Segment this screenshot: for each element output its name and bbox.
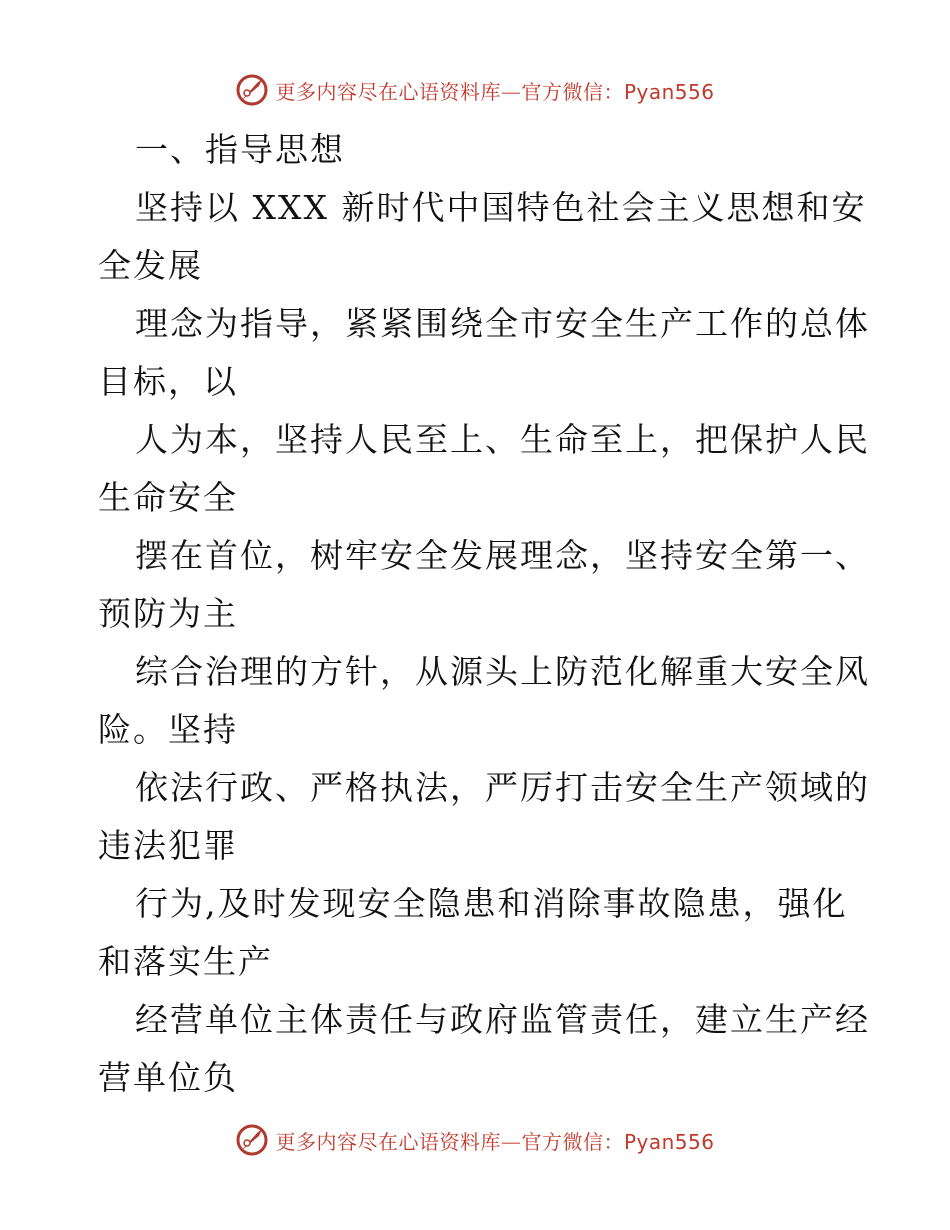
watermark-text: 更多内容尽在心语资料库—官方微信：Pyan556 bbox=[275, 1129, 715, 1154]
document-body bbox=[98, 121, 870, 1107]
document-line: 摆在首位，树牢安全发展理念，坚持安全第一、 bbox=[135, 536, 870, 575]
quill-seal-logo-icon bbox=[235, 73, 269, 107]
document-line: 预防为主 bbox=[98, 594, 238, 633]
document-line: 目标，以 bbox=[98, 362, 238, 401]
footer-watermark-banner bbox=[0, 1120, 950, 1160]
document-line: 全发展 bbox=[98, 246, 203, 285]
document-line: 行为,及时发现安全隐患和消除事故隐患，强化 bbox=[135, 884, 848, 923]
header-watermark-banner bbox=[0, 70, 950, 110]
document-line: 和落实生产 bbox=[98, 942, 273, 981]
quill-seal-logo-icon bbox=[235, 1123, 269, 1157]
document-line: 经营单位主体责任与政府监管责任，建立生产经 bbox=[135, 1000, 870, 1039]
document-line: 一、指导思想 bbox=[135, 130, 345, 169]
document-line: 违法犯罪 bbox=[98, 826, 238, 865]
document-line: 险。坚持 bbox=[98, 710, 238, 749]
document-line: 理念为指导，紧紧围绕全市安全生产工作的总体 bbox=[135, 304, 870, 343]
document-line: 生命安全 bbox=[98, 478, 238, 517]
document-line: 人为本，坚持人民至上、生命至上，把保护人民 bbox=[135, 420, 870, 459]
document-line: 综合治理的方针，从源头上防范化解重大安全风 bbox=[135, 652, 870, 691]
document-line: 依法行政、严格执法，严厉打击安全生产领域的 bbox=[135, 768, 870, 807]
document-line: 坚持以 XXX 新时代中国特色社会主义思想和安 bbox=[135, 188, 867, 227]
watermark-text: 更多内容尽在心语资料库—官方微信：Pyan556 bbox=[275, 79, 715, 104]
document-line: 营单位负 bbox=[98, 1058, 238, 1097]
